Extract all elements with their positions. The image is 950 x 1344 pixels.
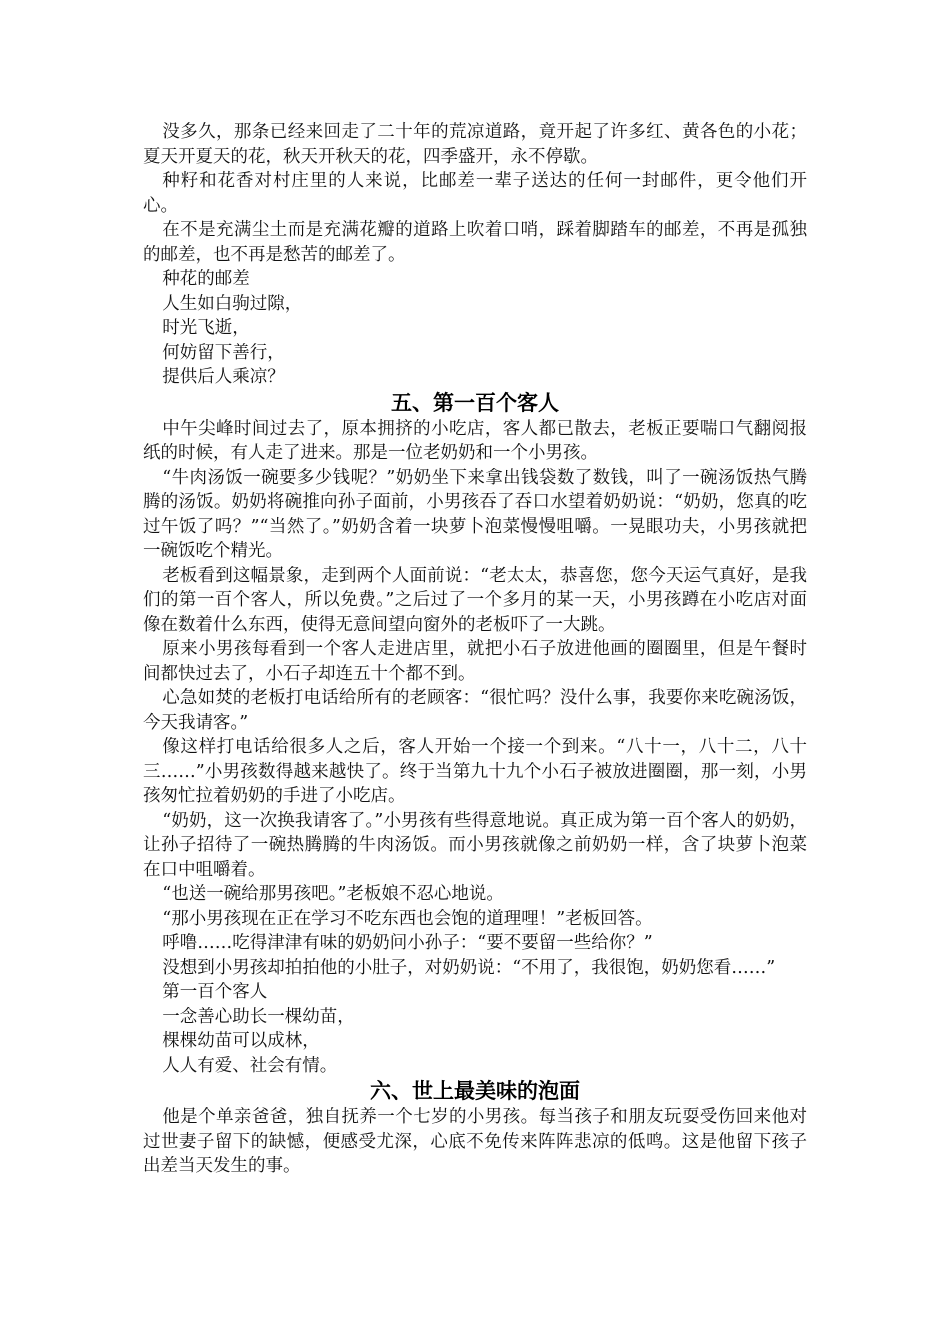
- verse-line: 时光飞逝，: [162, 318, 250, 338]
- paragraph: “那小男孩现在正在学习不吃东西也会饱的道理哩！”老板回答。: [162, 908, 653, 929]
- paragraph: “牛肉汤饭一碗要多少钱呢？”奶奶坐下来拿出钱袋数了数钱，叫了一碗汤饭热气腾腾的汤饭。奶奶将碗推向孙子面前，小男孩吞了吞口水望着奶奶说：“奶奶，您真的吃过午饭了吗？”“当然了。”奶奶含着一块萝卜泡菜慢慢咀嚼。一晃眼功夫，小男孩就把一碗饭吃个精光。: [143, 467, 807, 561]
- paragraph: 种籽和花香对村庄里的人来说，比邮差一辈子送达的任何一封邮件，更令他们开心。: [143, 171, 807, 216]
- paragraph: 原来小男孩每看到一个客人走进店里，就把小石子放进他画的圈圈里，但是午餐时间都快过去了，小石子却连五十个都不到。: [143, 639, 807, 684]
- paragraph: “奶奶，这一次换我请客了。”小男孩有些得意地说。真正成为第一百个客人的奶奶，让孙子招待了一碗热腾腾的牛肉汤饭。而小男孩就像之前奶奶一样，含了块萝卜泡菜在口中咀嚼着。: [143, 810, 807, 880]
- verse-title: 第一百个客人: [162, 982, 268, 1002]
- paragraph: 他是个单亲爸爸，独自抚养一个七岁的小男孩。每当孩子和朋友玩耍受伤回来他对过世妻子留下的缺憾，便感受尤深，心底不免传来阵阵悲凉的低鸣。这是他留下孩子出差当天发生的事。: [143, 1107, 807, 1176]
- verse-line: 人生如白驹过隙，: [162, 293, 303, 314]
- paragraph: 没多久，那条已经来回走了二十年的荒凉道路，竟开起了许多红、黄各色的小花；夏天开夏天的花，秋天开秋天的花，四季盛开，永不停歇。: [143, 122, 807, 167]
- section-heading: 五、第一百个客人: [391, 390, 559, 415]
- verse-line: 人人有爱、社会有情。: [162, 1055, 338, 1076]
- paragraph: 中午尖峰时间过去了，原本拥挤的小吃店，客人都已散去，老板正要喘口气翻阅报纸的时候，有人走了进来。那是一位老奶奶和一个小男孩。: [143, 418, 807, 463]
- document-page: [143, 120, 807, 1179]
- paragraph: 老板看到这幅景象，走到两个人面前说：“老太太，恭喜您，您今天运气真好，是我们的第一百个客人，所以免费。”之后过了一个多月的某一天，小男孩蹲在小吃店对面像在数着什么东西，使得无意间望向窗外的老板吓了一大跳。: [143, 565, 807, 635]
- verse-title: 种花的邮差: [162, 269, 250, 289]
- paragraph: 没想到小男孩却拍拍他的小肚子，对奶奶说：“不用了，我很饱，奶奶您看……”: [162, 957, 776, 978]
- verse-line: 棵棵幼苗可以成林，: [162, 1031, 320, 1051]
- paragraph: “也送一碗给那男孩吧。”老板娘不忍心地说。: [162, 884, 504, 904]
- paragraph: 心急如焚的老板打电话给所有的老顾客：“很忙吗？没什么事，我要你来吃碗汤饭，今天我请客。”: [143, 688, 807, 733]
- verse-line: 提供后人乘凉？: [162, 367, 285, 387]
- paragraph: 在不是充满尘土而是充满花瓣的道路上吹着口哨，踩着脚踏车的邮差，不再是孤独的邮差，也不再是愁苦的邮差了。: [143, 220, 807, 265]
- paragraph: 呼噜……吃得津津有味的奶奶问小孙子：“要不要留一些给你？”: [162, 933, 653, 953]
- verse-line: 何妨留下善行，: [162, 342, 285, 363]
- paragraph: 像这样打电话给很多人之后，客人开始一个接一个到来。“八十一，八十二，八十三……”小男孩数得越来越快了。终于当第九十九个小石子被放进圈圈，那一刻，小男孩匆忙拉着奶奶的手进了小吃店。: [143, 737, 807, 806]
- section-heading: 六、世上最美味的泡面: [370, 1079, 580, 1103]
- verse-line: 一念善心助长一棵幼苗，: [162, 1006, 355, 1027]
